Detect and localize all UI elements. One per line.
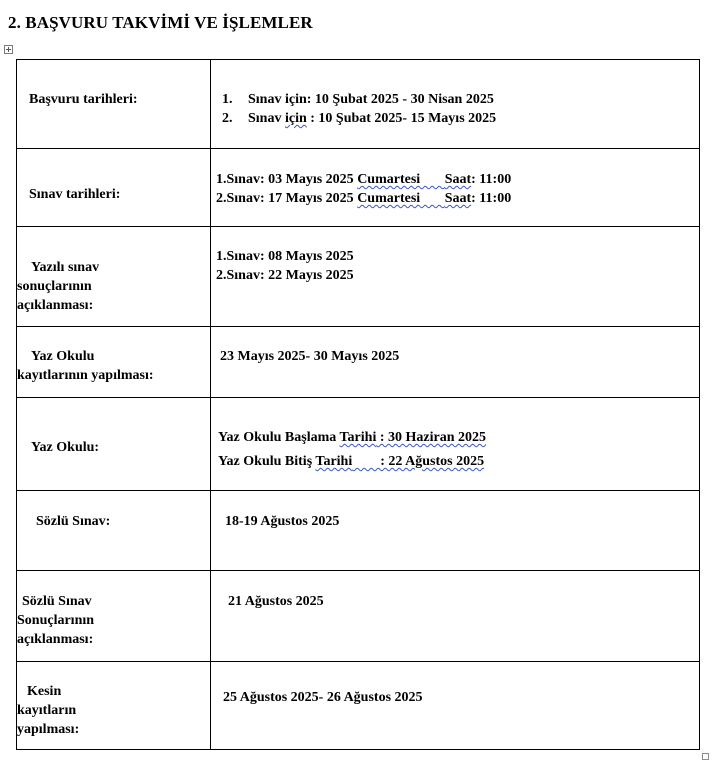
yazokulu-label: Yaz Okulu:	[31, 440, 100, 455]
value-cell	[211, 662, 700, 750]
table-move-handle-icon[interactable]	[4, 45, 13, 54]
yazokulu-start: Yaz Okulu Başlama Tarihi : 30 Haziran 2025	[218, 430, 486, 445]
basvuru-item-2: 2. Sınav için : 10 Şubat 2025- 15 Mayıs 2025	[222, 111, 497, 126]
value-cell	[211, 491, 700, 571]
label-cell	[17, 491, 211, 571]
kayit-label-line-1: Yaz Okulu	[31, 349, 95, 364]
section-heading: 2. BAŞVURU TAKVİMİ VE İŞLEMLER	[8, 13, 313, 32]
table-row	[17, 149, 700, 227]
label-cell	[17, 149, 211, 227]
sozlu-sonuc-label-line-1: Sözlü Sınav	[22, 594, 92, 609]
yazili-item-2: 2.Sınav: 22 Mayıs 2025	[216, 268, 354, 283]
kayit-label-line-2: kayıtlarının yapılması:	[17, 368, 154, 383]
table-row	[17, 662, 700, 750]
kesin-label-line-1: Kesin	[27, 684, 62, 699]
sozlu-value: 18-19 Ağustos 2025	[225, 514, 340, 529]
label-cell	[17, 398, 211, 491]
value-cell	[211, 571, 700, 662]
application-schedule-table	[16, 59, 700, 750]
sinav-item-1: 1.Sınav: 03 Mayıs 2025 Cumartesi Saat: 11:00	[216, 172, 512, 187]
yazokulu-end: Yaz Okulu Bitiş Tarihi : 22 Ağustos 2025	[218, 454, 485, 469]
label-cell	[17, 227, 211, 327]
table-row	[17, 327, 700, 398]
sozlu-label: Sözlü Sınav:	[36, 514, 111, 529]
sozlu-sonuc-value: 21 Ağustos 2025	[228, 594, 324, 609]
label-cell	[17, 60, 211, 149]
value-cell	[211, 327, 700, 398]
basvuru-item-1: 1. Sınav için: 10 Şubat 2025 - 30 Nisan 2025	[222, 92, 494, 107]
table-resize-handle-icon[interactable]	[702, 753, 709, 760]
yazili-item-1: 1.Sınav: 08 Mayıs 2025	[216, 249, 354, 264]
label-cell	[17, 662, 211, 750]
sozlu-sonuc-label-line-2: Sonuçlarının	[17, 613, 95, 628]
yazili-label-line-2: sonuçlarının	[17, 279, 92, 294]
sozlu-sonuc-label-line-3: açıklanması:	[17, 632, 94, 647]
yazili-label-line-1: Yazılı sınav	[31, 260, 100, 275]
label-cell	[17, 571, 211, 662]
basvuru-label: Başvuru tarihleri:	[29, 92, 138, 107]
value-cell	[211, 398, 700, 491]
label-cell	[17, 327, 211, 398]
kesin-label-line-3: yapılması:	[17, 722, 80, 737]
sinav-item-2: 2.Sınav: 17 Mayıs 2025 Cumartesi Saat: 11:00	[216, 191, 512, 206]
sinav-label: Sınav tarihleri:	[29, 187, 121, 202]
kesin-value: 25 Ağustos 2025- 26 Ağustos 2025	[223, 690, 423, 705]
table-row	[17, 491, 700, 571]
kesin-label-line-2: kayıtların	[17, 703, 77, 718]
table-row	[17, 227, 700, 327]
kayit-value: 23 Mayıs 2025- 30 Mayıs 2025	[220, 349, 400, 364]
table-row	[17, 398, 700, 491]
table-row	[17, 571, 700, 662]
table-row	[17, 60, 700, 149]
value-cell	[211, 60, 700, 149]
value-cell	[211, 227, 700, 327]
value-cell	[211, 149, 700, 227]
yazili-label-line-3: açıklanması:	[17, 298, 94, 313]
